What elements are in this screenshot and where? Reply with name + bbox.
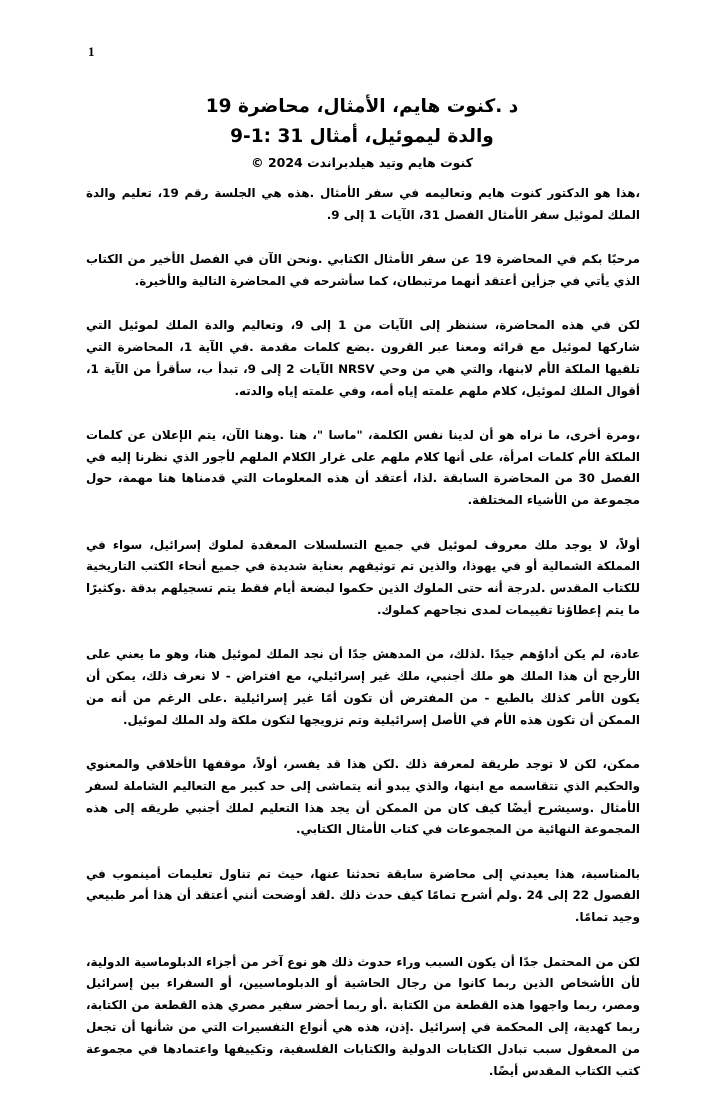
paragraph: ممكن، لكن لا توجد طريقة لمعرفة ذلك .لكن هذا قد يفسر، أولاً، موقفها الأخلاقي والمعنوي والحكيم الذي تتقاسمه مع ابنها، والذي يبدو أنه يتماشى إلى حد كبير مع التعاليم الشاملة لسفر الأمثال .وسيشرح أيضًا كيف كان من الممكن أن يجد هذا التعليم لملك أجنبي طريقه إلى هذه المجموعة النهائية من المجموعات في كتاب الأمثال الكتابي. bbox=[86, 756, 640, 837]
body-text bbox=[86, 183, 640, 1105]
paragraph: ،هذا هو الدكتور كنوت هايم وتعاليمه في سفر الأمثال .هذه هي الجلسة رقم 19، تعليم والدة الملك لموئيل سفر الأمثال الفصل 31، الآيات 1 إلى 9. bbox=[86, 186, 640, 222]
copyright-line: كنوت هايم وتيد هيلدبراندت 2024 © bbox=[251, 155, 473, 170]
paragraph: لكن في هذه المحاضرة، سننظر إلى الآيات من 1 إلى 9، وتعاليم والدة الملك لموئيل التي شاركها لموئيل مع قرائه ومعنا عبر القرون .بضع كلمات مقدمة .في الآية 1، المحاضرة التي تلقيها الملكة الأم لابنها، والتي هي من وحي NRSV الآيات 2 إلى 9، تبدأ ب، سأقرأ من الآية 1، أقوال الملك لموئيل، كلام ملهم علمته إياه أمه، وفي علمته إياه والدته. bbox=[86, 318, 641, 398]
paragraph: عادة، لم يكن أداؤهم جيدًا .لذلك، من المدهش جدًا أن نجد الملك لموئيل هنا، وهو ما يعني على الأرجح أن هذا الملك هو ملك أجنبي، ملك غير إسرائيلي، مع افتراض - لا نعرف ذلك، يمكن أن يكون الأمر كذلك بالطبع - من المفترض أن تكون أمًا غير إسرائيلية .على الرغم من أنه من الممكن أن تكون هذه الأم في الأصل إسرائيلية وتم تزويجها لتكون ملكة ولد الملك لموئيل. bbox=[86, 647, 640, 727]
page-number: 1 bbox=[88, 44, 95, 59]
title-line-1: د .كنوت هايم، الأمثال، محاضرة 19 bbox=[205, 96, 519, 117]
title-line-2: والدة ليموئيل، أمثال 31 :1-9 bbox=[230, 126, 494, 147]
paragraph: مرحبًا بكم في المحاضرة 19 عن سفر الأمثال الكتابي .ونحن الآن في الفصل الأخير من الكتاب الذي يأتي في جزأين أعتقد أنهما مرتبطان، كما سأشرحه في المحاضرة التالية والأخيرة. bbox=[86, 252, 640, 288]
paragraph: أولاً، لا يوجد ملك معروف لموئيل في جميع التسلسلات المعقدة لملوك إسرائيل، سواء في المملكة الشمالية أو في يهوذا، والذين تم توثيقهم بعناية شديدة في جميع أنحاء الكتب التاريخية للكتاب المقدس .لدرجة أنه حتى الملوك الذين حكموا لبضعة أيام فقط يتم تسجيلهم بدقة .وكثيرًا ما يتم إعطاؤنا تقييمات لمدى نجاحهم كملوك. bbox=[86, 537, 640, 617]
paragraph: لكن من المحتمل جدًا أن يكون السبب وراء حدوث ذلك هو نوع آخر من أجزاء الدبلوماسية الدولية، لأن الأشخاص الذين ربما كانوا من رجال الحاشية أو الدبلوماسيين، أو السفراء بين إسرائيل ومصر، ربما واجهوا هذه القطعة من الكتابة .أو ربما أحضر سفير مصري هذه القطعة من الكتابة، ربما كهدية، إلى المحكمة في إسرائيل .إذن، هذه هي أنواع التفسيرات التي من شأنها أن تجعل من المعقول سبب تبادل الكتابات الدولية والكتابات الفلسفية، وتكييفها واعتمادها في مجموعة كتب الكتاب المقدس أيضًا. bbox=[86, 954, 640, 1078]
title-block bbox=[100, 92, 624, 174]
paragraph: ،ومرة أخرى، ما نراه هو أن لدينا نفس الكلمة، "ماسا "، هنا .وهنا الآن، يتم الإعلان عن كلمات الملكة الأم كلمات امرأة، على أنها كلام ملهم على غرار الكلام الملهم لأجور الذي نظرنا إليه في الفصل 30 من المحاضرة السابقة .لذا، أعتقد أن هذه المعلومات التي قدمناها هنا مهمة، حول مجموعة من الأشياء المختلفة. bbox=[86, 427, 640, 508]
paragraph: بالمناسبة، هذا يعيدني إلى محاضرة سابقة تحدثنا عنها، حيث تم تناول تعليمات أمينموب في الفصول 22 إلى 24 .ولم أشرح تمامًا كيف حدث ذلك .لقد أوضحت أنني أعتقد أن هذا أمر طبيعي وجيد تمامًا. bbox=[86, 866, 640, 925]
